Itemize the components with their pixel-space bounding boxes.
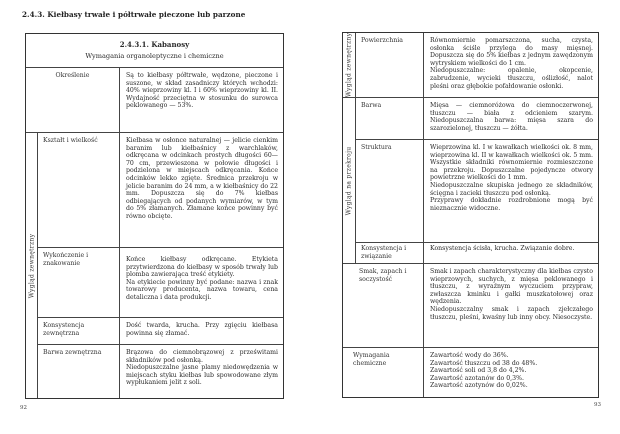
row-label: Powierzchnia <box>361 37 403 44</box>
content-paragraph: Są to kiełbasy półtrwałe, wędzone, pieczone i suszone, w skład zasadniczy których wchodzi: 40% wieprzowiny kl. I i 60% wieprzowiny kl. II. Wydajność przeciętna w stosunku do surowca peklowanego — 53%. <box>126 72 278 110</box>
row-label: Wykończenie i znakowanie <box>43 252 89 267</box>
content-paragraph: Mięsa — ciemnoróżowa do ciemnoczerwonej, tłuszczu — biała z odcieniem szarym. Niedopuszczalna barwa: mięsa szara do szarozielonej, tłuszczu — żółta. <box>430 102 593 132</box>
table-row-wykonczenie <box>38 247 283 317</box>
table-row-konsystencja <box>38 317 283 344</box>
row-content <box>119 318 283 344</box>
group-rows <box>356 33 598 97</box>
content-paragraph: Dość twarda, krucha. Przy zgięciu kiełbasa powinna się złamać. <box>126 322 278 337</box>
group-vertical-label: Wygląd zewnętrzny <box>28 233 35 298</box>
kabanosy-table-continued <box>342 32 599 398</box>
content-line: Zawartość azotanów do 0,3%. <box>430 374 524 382</box>
content-paragraph: Niedopuszczalne: opalenie, okopcenie, zabrudzenie, wycieki tłuszczu, oślizłość, nalot pleśni oraz głębokie pofałdowanie osłonki. <box>430 67 593 90</box>
row-label: Kształt i wielkość <box>43 137 98 144</box>
kabanosy-table <box>25 33 284 399</box>
row-content <box>119 68 283 132</box>
group-label-cell <box>343 33 356 97</box>
group-rows <box>356 98 598 263</box>
group-vertical-label: Wygląd na przekroju <box>345 146 353 215</box>
content-paragraph: Niedopuszczalny smak i zapach zjełczałego tłuszczu, pleśni, kwaśny lub inny obcy. Niesoczyste. <box>430 305 593 321</box>
content-paragraph: Konsystencja ścisła, krucha. Związanie dobre. <box>430 245 575 252</box>
group-rows <box>38 133 283 398</box>
table-row-okreslenie <box>26 67 283 132</box>
page-number: 92 <box>20 405 27 411</box>
table-subtitle: Wymagania organoleptyczne i chemiczne <box>85 52 224 60</box>
content-line: Zawartość soli od 3,8 do 4,2%. <box>430 367 527 375</box>
table-row-struktura <box>356 139 598 242</box>
row-content <box>119 248 283 317</box>
row-content <box>119 345 283 398</box>
row-label: Określenie <box>55 72 90 79</box>
group-label-cell <box>26 133 38 398</box>
page-number: 93 <box>594 402 601 408</box>
group-label-cell <box>343 98 356 263</box>
table-row-wymagania-chemiczne <box>343 347 598 397</box>
row-content <box>119 133 283 247</box>
row-content <box>423 348 598 397</box>
table-row-ksztalt <box>38 133 283 247</box>
group-wyglad-zewnetrzny <box>343 33 598 97</box>
section-title: 2.4.3. Kiełbasy trwałe i półtrwałe pieczone lub parzone <box>22 10 246 19</box>
row-label: Konsystencja zewnętrzna <box>43 322 85 337</box>
row-content <box>423 264 598 347</box>
table-row-smak <box>343 263 598 347</box>
content-line: Zawartość wody do 36%. <box>430 352 509 359</box>
content-paragraph: Niedopuszczalne skupiska jednego ze składników, ścięgna i zacieki tłuszczu pod osłonką. <box>430 181 593 197</box>
table-row-konsystencja <box>356 242 598 263</box>
content-line: Zawartość tłuszczu od 38 do 48%. <box>430 359 538 367</box>
row-content <box>423 33 598 97</box>
group-wyglad-na-przekroju <box>343 97 598 263</box>
row-label: Smak, zapach i soczystość <box>359 268 407 283</box>
group-wyglad-zewnetrzny <box>26 132 283 398</box>
table-header <box>26 34 283 67</box>
content-paragraph: Przyprawy dokładnie rozdrobnione mogą być nieznacznie widoczne. <box>430 197 593 212</box>
row-label: Barwa <box>361 102 382 109</box>
content-line: Zawartość azotynów do 0,02%. <box>430 382 528 390</box>
table-row-powierzchnia <box>356 33 598 97</box>
right-page <box>310 0 620 434</box>
content-paragraph: Smak i zapach charakterystyczny dla kiełbas czysto wieprzowych, suchych, z mięsa peklowanego i tłuszczu, z wyraźnym wyczuciem przypraw, zwłaszcza kminku i gałki muszkatołowej oraz wędzenia. <box>430 268 593 306</box>
table-row-barwa <box>356 98 598 139</box>
row-content <box>423 243 598 263</box>
row-content <box>423 98 598 139</box>
table-row-barwa <box>38 344 283 398</box>
content-paragraph: Na etykiecie powinny być podane: nazwa i znak towarowy producenta, nazwa towaru, cena detaliczna i data produkcji. <box>126 278 278 301</box>
group-vertical-label: Wygląd zewnętrzny <box>345 32 353 98</box>
content-paragraph: Równomiernie pomarszczona, sucha, czysta, osłonka ściśle przylega do masy mięsnej. Dopuszcza się do 5% kiełbas z jednym zawędzonym wytryskiem wielkości do 1 cm. <box>430 37 593 67</box>
content-paragraph: Brązowa do ciemnobrązowej z prześwitami składników pod osłonką. <box>126 349 278 364</box>
row-label: Barwa zewnętrzna <box>43 349 102 356</box>
row-label: Wymagania chemiczne <box>353 352 390 367</box>
table-title: 2.4.3.1. Kabanosy <box>119 40 190 49</box>
row-label: Konsystencja i związanie <box>361 245 407 260</box>
content-paragraph: Końce kiełbasy odkręcane. Etykieta przytwierdzona do kiełbasy w sposób trwały lub plomba zawierająca treść etykiety. <box>126 256 278 279</box>
row-content <box>423 140 598 242</box>
row-label: Struktura <box>361 144 392 151</box>
content-paragraph: Wieprzowina kl. I w kawałkach wielkości ok. 8 mm, wieprzowina kl. II w kawałkach wielkości ok. 5 mm. Wszystkie składniki równomiernie rozmieszczone na przekroju. Dopuszczalne pojedyncze otwory powietrzne wielkości do 1 mm. <box>430 144 593 182</box>
content-paragraph: Kiełbasa w osłonce naturalnej — jelicie cienkim baranim lub kiełbaśnicy z warchlaków, odkręcana w odcinkach prostych długości 60—70 cm, przewieszona w połowie długości i podzielona w miejscach odkręcania. Końce odcinków lekko zgięte. Średnica przekroju w jelicie baranim do 24 mm, a w kiełbaśnicy do 22 mm. Dopuszcza się do 7% kiełbas odbiegających od podanych wymiarów, w tym do 5% złamanych. Złamane końce powinny być równo obcięte. <box>126 137 278 220</box>
content-paragraph: Niedopuszczalne jasne plamy niedowędzenia w miejscach styku kiełbas lub spowodowane złym wypłukaniem jelit z soli. <box>126 364 278 387</box>
